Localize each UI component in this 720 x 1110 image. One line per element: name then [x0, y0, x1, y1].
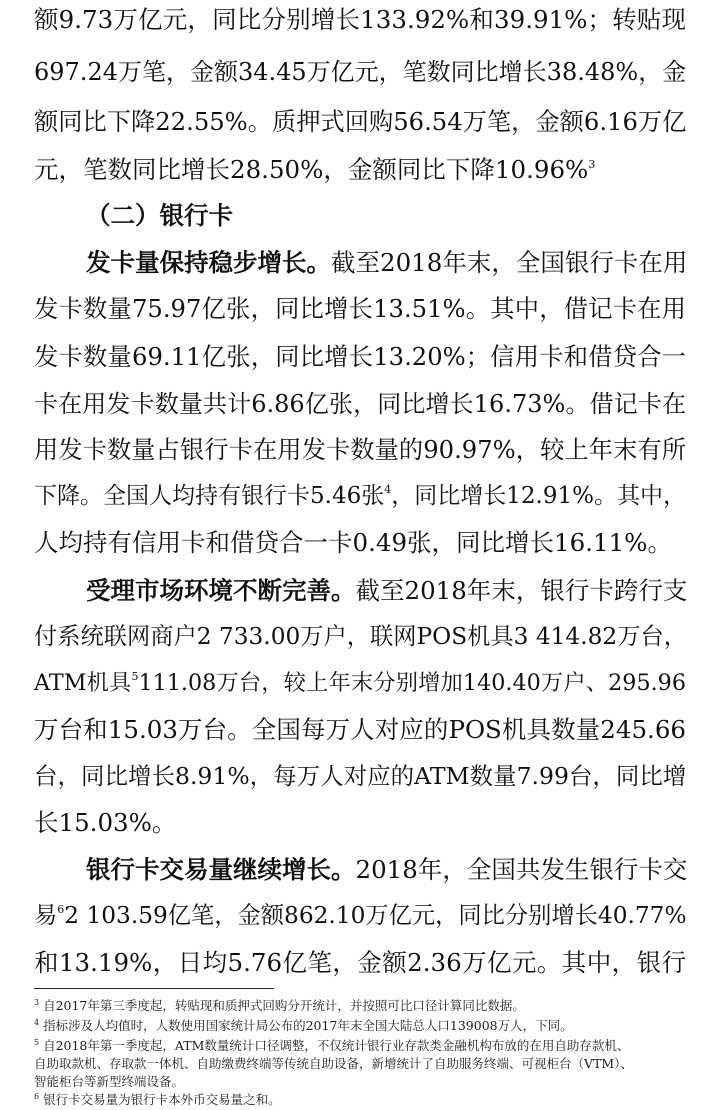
text-segment: 截至2018年末，全国银行卡在用 — [331, 248, 688, 277]
text-line: 付系统联网商户2 733.00万户，联网POS机具3 414.82万台， — [34, 623, 687, 650]
footnote-text: 银行卡交易量为银行卡本外币交易量之和。 — [43, 1092, 281, 1107]
text-line: 人均持有信用卡和借贷合一卡0.49张，同比增长16.11%。 — [34, 528, 672, 557]
footnote-mark: 4 — [34, 1018, 40, 1027]
footnote-mark: 3 — [34, 998, 40, 1007]
text-segment: 下降。全国人均持有银行卡5.46张 — [34, 483, 385, 509]
text-line — [34, 898, 686, 934]
footnote-ref: 3 — [588, 158, 596, 171]
footnote-text: 自2018年第一季度起，ATM数量统计口径调整，不仅统计银行业存款类金融机构布放的在用自助存款机、 — [43, 1038, 630, 1053]
paragraph-3-line — [86, 852, 686, 888]
paragraph-lead: 发卡量保持稳步增长。 — [86, 248, 331, 277]
footnote — [34, 1054, 686, 1074]
text-line: 额9.73万亿元，同比分别增长133.92%和39.91%；转贴现 — [34, 5, 686, 34]
footnote-ref: 4 — [384, 483, 392, 496]
footnote — [34, 996, 686, 1016]
text-line: 和13.19%，日均5.76亿笔，金额2.36万亿元。其中，银行 — [34, 948, 686, 977]
footnote — [34, 1016, 686, 1036]
text-segment: ATM机具 — [34, 670, 132, 696]
footnote-mark: 6 — [34, 1092, 40, 1101]
paragraph-2-line — [86, 573, 686, 609]
footnote-ref: 6 — [57, 903, 65, 916]
footnote-text: 指标涉及人均值时，人数使用国家统计局公布的2017年末全国大陆总人口139008万人，下同。 — [43, 1018, 573, 1033]
text-line: 697.24万笔，金额34.45万亿元，笔数同比增长38.48%，金 — [34, 58, 687, 86]
text-line: 台，同比增长8.91%，每万人对应的ATM数量7.99台，同比增 — [34, 762, 687, 790]
text-line — [34, 152, 686, 188]
paragraph-lead: 受理市场环境不断完善。 — [86, 576, 356, 605]
footnote — [34, 1072, 686, 1092]
footnote-text: 自助取款机、存取款一体机、自助缴费终端等传统自助设备，新增统计了自助服务终端、可视柜台（VTM）、 — [34, 1056, 633, 1071]
text-segment: ，同比增长12.91%。其中， — [391, 483, 686, 509]
paragraph-1-line — [86, 245, 686, 281]
text-segment: 元，笔数同比增长28.50%，金额同比下降10.96% — [34, 155, 589, 184]
text-line — [34, 665, 686, 701]
footnote-mark: 5 — [34, 1038, 40, 1047]
footnote-text: 智能柜台等新型终端设备。 — [34, 1074, 185, 1089]
text-segment: 2018年，全国共发生银行卡交 — [355, 855, 688, 884]
footnote — [34, 1090, 686, 1110]
footnote-text: 自2017年第三季度起，转贴现和质押式回购分开统计，并按照可比口径计算同比数据。 — [43, 998, 525, 1013]
footnote-divider — [34, 988, 274, 989]
text-line — [34, 478, 686, 514]
text-segment: 111.08万台，较上年末分别增加140.40万户、295.96 — [138, 670, 686, 696]
text-line: 发卡数量69.11亿张，同比增长13.20%；信用卡和借贷合一 — [34, 342, 686, 371]
text-segment: 易 — [34, 902, 58, 929]
text-segment: 2 103.59亿笔，金额862.10万亿元，同比分别增长40.77% — [64, 902, 687, 929]
text-line: 用发卡数量占银行卡在用发卡数量的90.97%，较上年末有所 — [34, 435, 686, 464]
paragraph-lead: 银行卡交易量继续增长。 — [86, 855, 356, 884]
footnote-ref: 5 — [131, 670, 139, 683]
text-line: 卡在用发卡数量共计6.86亿张，同比增长16.73%。借记卡在 — [34, 390, 686, 418]
text-line: 额同比下降22.55%。质押式回购56.54万笔，金额6.16万亿 — [34, 107, 687, 136]
text-line: 万台和15.03万台。全国每万人对应的POS机具数量245.66 — [34, 715, 686, 744]
text-line: 长15.03%。 — [34, 808, 177, 837]
footnote — [34, 1036, 686, 1056]
section-heading: （二）银行卡 — [86, 201, 233, 230]
text-segment: 截至2018年末，银行卡跨行支 — [355, 576, 688, 605]
text-line: 发卡数量75.97亿张，同比增长13.51%。其中，借记卡在用 — [34, 294, 686, 323]
